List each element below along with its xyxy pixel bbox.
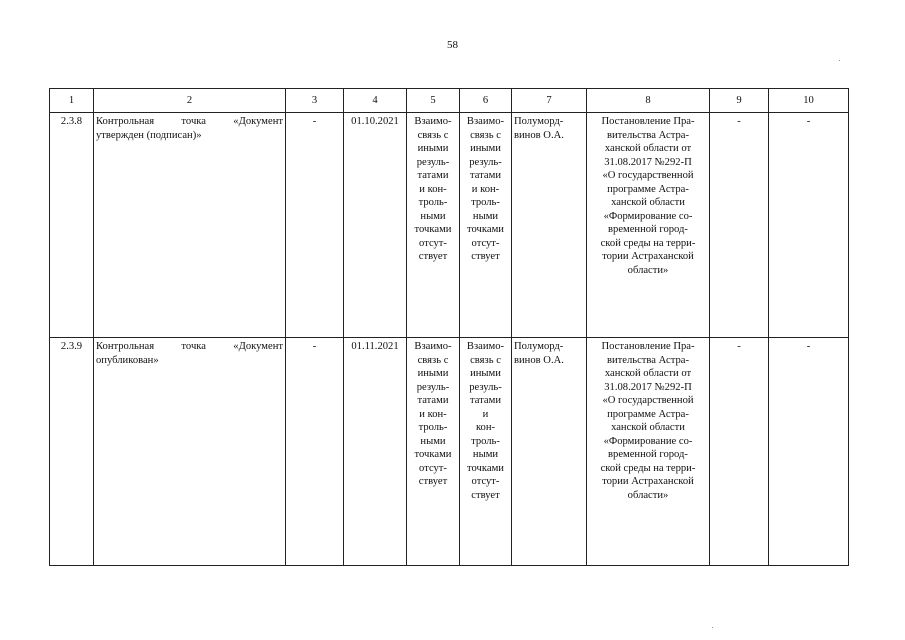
cell-col9: -: [710, 338, 769, 566]
control-points-table: [49, 88, 849, 566]
page-number: 58: [447, 39, 458, 51]
row-number: 2.3.9: [50, 338, 94, 566]
header-cell: 5: [407, 89, 460, 113]
cell-col3: -: [286, 113, 344, 338]
row-number: 2.3.8: [50, 113, 94, 338]
cell-col10: -: [769, 338, 849, 566]
header-cell: 1: [50, 89, 94, 113]
header-cell: 2: [94, 89, 286, 113]
relation-note: Взаимо- связь с иными резуль- татами и кон- троль- ными точками отсут- ствует: [460, 113, 512, 338]
header-cell: 6: [460, 89, 512, 113]
responsible-person: Полуморд- винов О.А.: [512, 113, 587, 338]
cell-col9: -: [710, 113, 769, 338]
table-row: [50, 338, 849, 566]
header-cell: 10: [769, 89, 849, 113]
relation-note: Взаимо- связь с иными резуль- татами и кон- троль- ными точками отсут- ствует: [407, 338, 460, 566]
cell-col10: -: [769, 113, 849, 338]
document-reference: Постановление Пра- вительства Астра- ханской области от 31.08.2017 №292-П «О государственной программе Астра- ханской области «Формирование со- временной город- ской среды на терри- тории Астраханской области»: [587, 113, 710, 338]
table-row: [50, 113, 849, 338]
scan-speck: [712, 627, 713, 628]
header-cell: 7: [512, 89, 587, 113]
cell-col3: -: [286, 338, 344, 566]
control-point-name: Контрольная точка «Документ утвержден (подписан)»: [94, 113, 286, 338]
header-cell: 3: [286, 89, 344, 113]
control-date: 01.11.2021: [344, 338, 407, 566]
document-reference: Постановление Пра- вительства Астра- ханской области от 31.08.2017 №292-П «О государственной программе Астра- ханской области «Формирование со- временной город- ской среды на терри- тории Астраханской области»: [587, 338, 710, 566]
header-cell: 9: [710, 89, 769, 113]
table-header-row: [50, 89, 849, 113]
relation-note: Взаимо- связь с иными резуль- татами и кон- троль- ными точками отсут- ствует: [407, 113, 460, 338]
scan-speck: [839, 60, 840, 61]
responsible-person: Полуморд- винов О.А.: [512, 338, 587, 566]
header-cell: 4: [344, 89, 407, 113]
header-cell: 8: [587, 89, 710, 113]
control-date: 01.10.2021: [344, 113, 407, 338]
control-point-name: Контрольная точка «Документ опубликован»: [94, 338, 286, 566]
relation-note: Взаимо- связь с иными резуль- татами и кон- троль- ными точками отсут- ствует: [460, 338, 512, 566]
